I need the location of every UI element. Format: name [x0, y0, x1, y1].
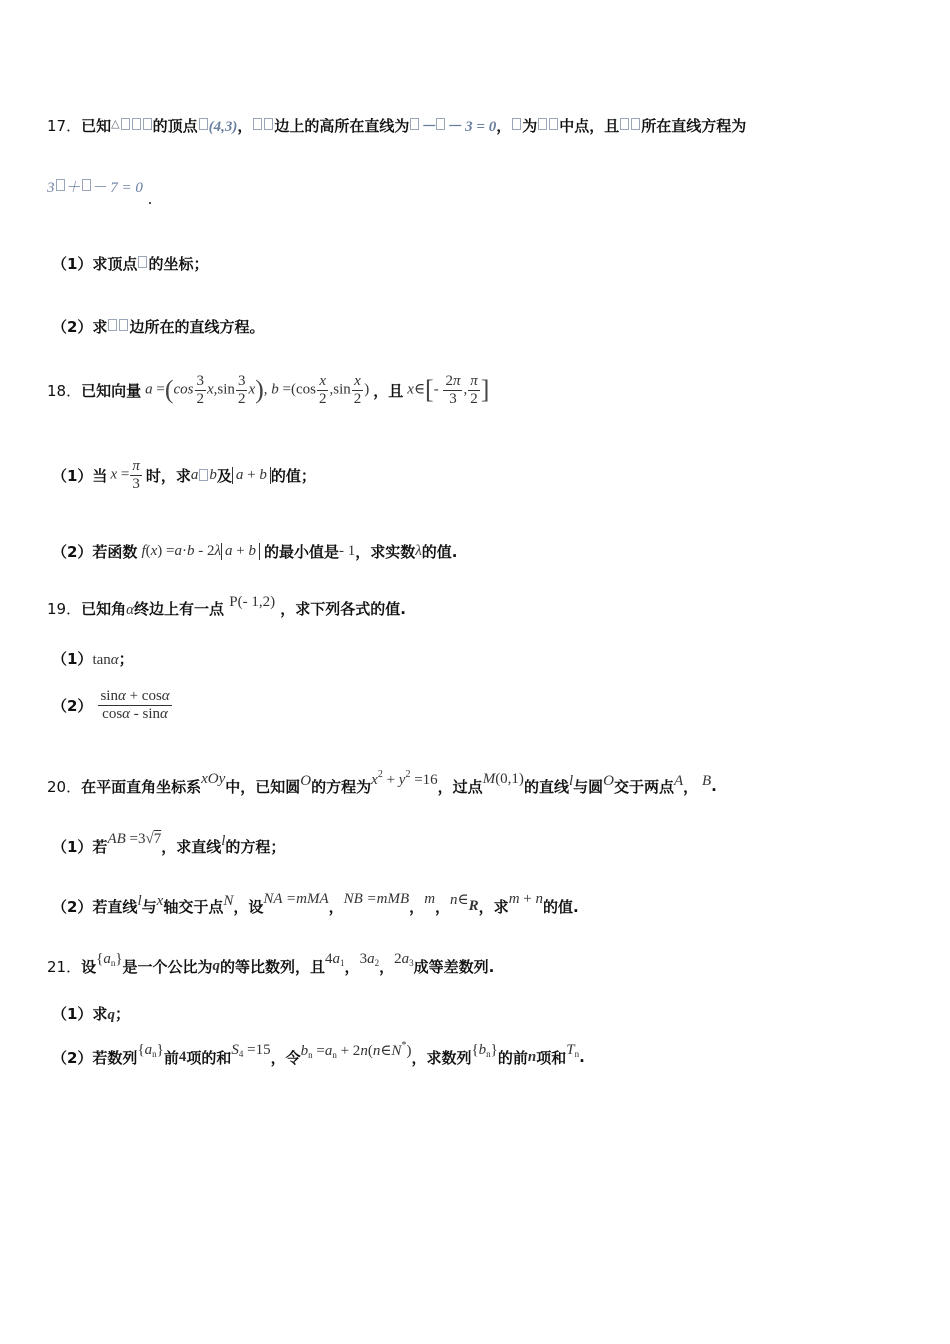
q20-part1: （1）若 AB =3√7 ，求直线 l 的方程； — [52, 830, 286, 856]
q18-part2: （2）若函数 f(x) =a·b - 2λ a + b 的最小值是 - 1 ，求实数 λ 的值. — [52, 542, 458, 561]
q17-part1: （1）求顶点 的坐标； — [52, 255, 209, 273]
q19-part2: （2） $\frac{\sin\alpha + \cos\alpha}{\cos\alpha - \sin\alpha}$ — [52, 688, 170, 722]
q17-part2: （2）求 边所在的直线方程。 — [52, 318, 265, 336]
x-range: x∈[- $\frac{2\pi}{3}$ , $\frac{\pi}{2}$ ] — [407, 373, 490, 407]
q18-part1: （1）当 x = $\frac{\pi}{3}$ 时，求 a b 及 a + b 的值； — [52, 458, 316, 492]
q21-part2: （2）若数列 $\{a_n\}$ 前 4 项的和 $S_4 =15$ ，令 $b_n =a_n$ + 2n(n∈N*) ，求数列 $\{b_n\}$ 的前 n 项和 $T_n$ . — [52, 1040, 585, 1067]
formula-placeholder — [121, 118, 130, 130]
q17-line1: 17．已知△ 的顶点 (4,3)， 边上的高所在直线为 － － 3 = 0， 为 中点，且 所在直线方程为 — [47, 117, 747, 135]
vector-a: a =(cos $\frac{3}{2}$ x,sin $\frac{3}{2}$ x), b =(cos $\frac{x}{2}$ ,sin $\frac{x}{2}$ ) — [145, 373, 370, 407]
q17-line2: 3 ＋ － 7 = 0 . — [47, 180, 153, 208]
triangle-icon: △ — [111, 117, 120, 130]
q19-line1: 19．已知角α终边上有一点 P(- 1,2) ，求下列各式的值. — [47, 594, 406, 618]
point-a-coords: (4,3) — [208, 119, 238, 135]
q21-line1: 21． 设 $\{a_n\}$ 是一个公比为 q 的等比数列，且 $4a_1$ ， $3a_2$ ， $2a_3$ 成等差数列. — [47, 950, 495, 976]
q20-part2: （2）若直线 l 与 x 轴交于点 N ，设 NA =mMA ， NB =mMB ， m ， n∈ R ，求 m + n 的值. — [52, 890, 579, 916]
q21-part1: （1）求q； — [52, 1005, 130, 1023]
q20-line1: 20． 在平面直角坐标系 xOy 中，已知圆 O 的方程为 $x^2 + y^2 =16$ ，过点 M(0,1) 的直线 l 与圆 O 交于两点 A ， B . — [47, 769, 717, 796]
q19-part1: （1）tanα； — [52, 650, 134, 668]
function-f: f(x) =a·b - 2λ a + b — [141, 543, 260, 560]
q17-number: 17． — [47, 117, 82, 135]
q18-line1: 18． 已知向量 a =(cos $\frac{3}{2}$ x,sin $\frac{3}{2}$ x), b =(cos $\frac{x}{2}$ ,sin $\frac{x}{2}$ ) ，且 x∈[- $\frac{2\pi}{3}$ , $\frac{\pi}{2}$ ] — [47, 373, 490, 407]
